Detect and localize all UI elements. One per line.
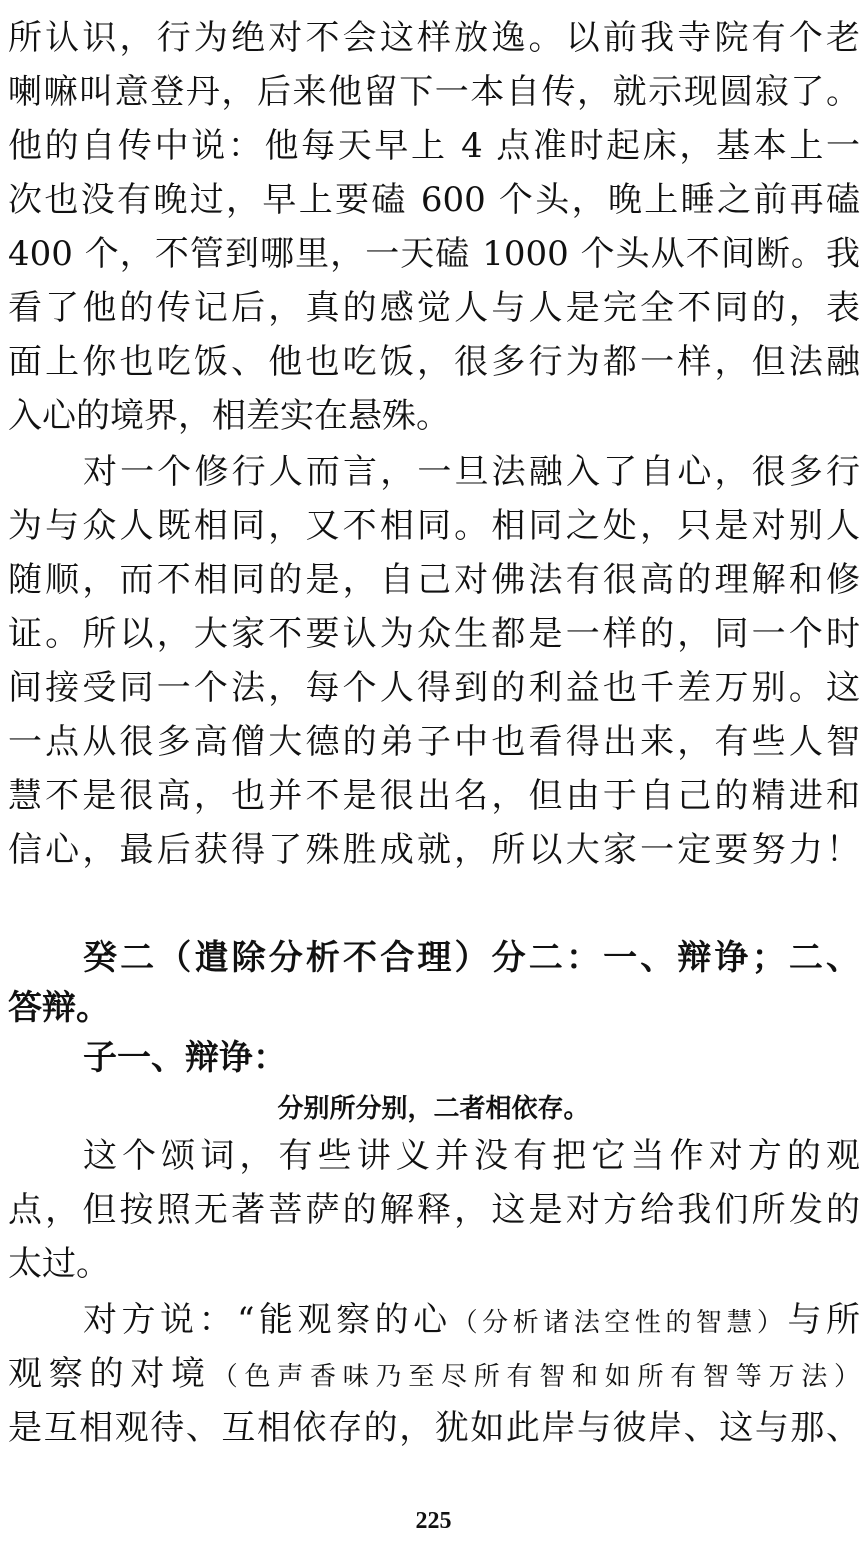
paragraph-line: 信心，最后获得了殊胜成就，所以大家一定要努力！ (8, 830, 860, 870)
paragraph-line: 慧不是很高，也并不是很出名，但由于自己的精进和 (8, 776, 860, 816)
paragraph-line: 太过。 (8, 1244, 110, 1284)
paragraph-line: 这个颂词，有些讲义并没有把它当作对方的观 (83, 1136, 860, 1176)
paragraph-line: 是互相观待、互相依存的，犹如此岸与彼岸、这与那、 (8, 1408, 860, 1448)
paragraph-line (8, 1346, 860, 1402)
subsection-heading: 子一、辩诤： (83, 1038, 287, 1078)
paragraph-line: 点，但按照无著菩萨的解释，这是对方给我们所发的 (8, 1190, 860, 1230)
paragraph-text: 与所 (787, 1300, 860, 1340)
paragraph-line: 为与众人既相同，又不相同。相同之处，只是对别人 (8, 506, 860, 546)
paragraph-line: 喇嘛叫意登丹，后来他留下一本自传，就示现圆寂了。 (8, 72, 860, 112)
verse-line: 分别所分别，二者相依存。 (277, 1093, 590, 1123)
paragraph-line: 看了他的传记后，真的感觉人与人是完全不同的，表 (8, 288, 860, 328)
paragraph-line (8, 1292, 860, 1348)
paragraph-text: 对方说：“能观察的心 (83, 1300, 452, 1340)
paragraph-line: 400 个，不管到哪里，一天磕 1000 个头从不间断。我 (8, 234, 860, 274)
paragraph-line: 入心的境界，相差实在悬殊。 (8, 396, 450, 436)
section-heading-continued: 答辩。 (8, 988, 110, 1028)
annotation-text: （分析诸法空性的智慧） (451, 1308, 788, 1338)
paragraph-line: 对一个修行人而言，一旦法融入了自心，很多行 (83, 452, 860, 492)
paragraph-line: 面上你也吃饭、他也吃饭，很多行为都一样，但法融 (8, 342, 860, 382)
page-number: 225 (415, 1508, 452, 1534)
paragraph-line: 随顺，而不相同的是，自己对佛法有很高的理解和修 (8, 560, 860, 600)
paragraph-text: 观察的对境 (8, 1354, 212, 1394)
paragraph-line: 证。所以，大家不要认为众生都是一样的，同一个时 (8, 614, 860, 654)
paragraph-line: 间接受同一个法，每个人得到的利益也千差万别。这 (8, 668, 860, 708)
paragraph-line: 所认识，行为绝对不会这样放逸。以前我寺院有个老 (8, 18, 860, 58)
paragraph-line: 次也没有晚过，早上要磕 600 个头，晚上睡之前再磕 (8, 180, 860, 220)
paragraph-line: 他的自传中说：他每天早上 4 点准时起床，基本上一 (8, 126, 860, 166)
annotation-text: （色声香味乃至尽所有智和如所有智等万法） (211, 1362, 860, 1392)
section-heading: 癸二（遣除分析不合理）分二：一、辩诤；二、 (83, 938, 860, 978)
paragraph-line: 一点从很多高僧大德的弟子中也看得出来，有些人智 (8, 722, 860, 762)
